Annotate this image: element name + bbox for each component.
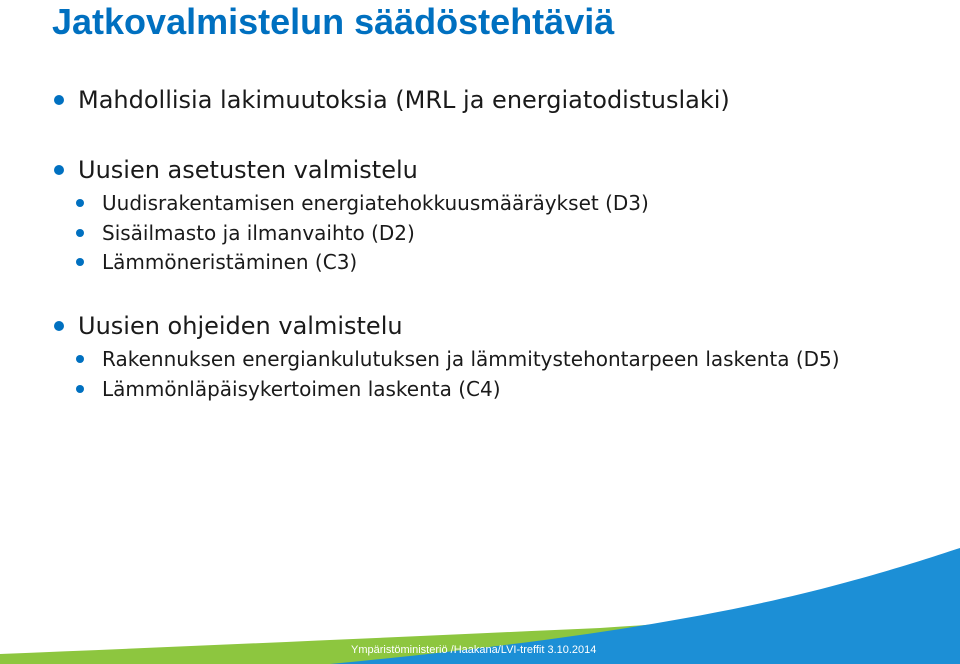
bullet-dot-icon — [76, 258, 84, 266]
bullet-text: Uusien asetusten valmistelu — [78, 156, 418, 184]
bullet-dot-icon — [54, 95, 64, 105]
bullet-dot-icon — [76, 355, 84, 363]
bullet-dot-icon — [54, 321, 64, 331]
bullet-dot-icon — [76, 199, 84, 207]
list-item — [76, 250, 357, 274]
list-item — [54, 86, 730, 114]
list-item — [76, 221, 415, 245]
list-item — [76, 377, 501, 401]
bullet-text: Lämmönläpäisykertoimen laskenta (C4) — [102, 377, 501, 401]
list-item — [76, 191, 649, 215]
bullet-text: Mahdollisia lakimuutoksia (MRL ja energiatodistuslaki) — [78, 86, 730, 114]
bullet-dot-icon — [76, 385, 84, 393]
bullet-text: Sisäilmasto ja ilmanvaihto (D2) — [102, 221, 415, 245]
footer-text: Ympäristöministeriö /Haakana/LVI-treffit 3.10.2014 — [351, 644, 597, 656]
bullet-text: Uudisrakentamisen energiatehokkuusmääräykset (D3) — [102, 191, 649, 215]
bullet-text: Rakennuksen energiankulutuksen ja lämmitystehontarpeen laskenta (D5) — [102, 347, 840, 371]
list-item — [54, 156, 418, 184]
bullet-text: Lämmöneristäminen (C3) — [102, 250, 358, 274]
bullet-dot-icon — [54, 165, 64, 175]
list-item — [76, 347, 840, 371]
bullet-text: Uusien ohjeiden valmistelu — [78, 312, 403, 340]
bullet-dot-icon — [76, 229, 84, 237]
list-item — [54, 312, 403, 340]
slide-title: Jatkovalmistelun säädöstehtäviä — [52, 1, 615, 42]
